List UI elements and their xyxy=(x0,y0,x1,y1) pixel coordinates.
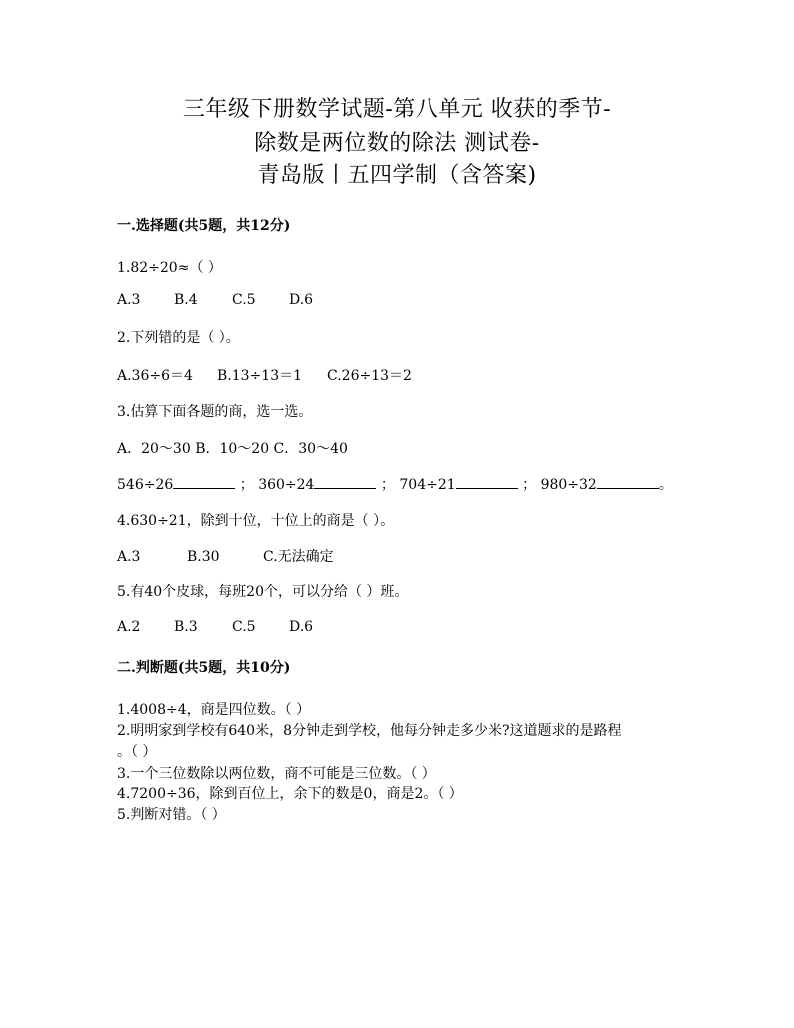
option-d: D.6 xyxy=(289,619,314,635)
separator: ； xyxy=(239,477,254,493)
s1-question-4: 4.630÷21，除到十位，十位上的商是（ ）。 xyxy=(117,513,395,529)
s1-q3-item-4: 980÷32 xyxy=(540,477,597,493)
option-b: B.4 xyxy=(174,292,198,308)
s1-q3-item-1: 546÷26 xyxy=(117,477,174,493)
option-d: D.6 xyxy=(289,292,314,308)
option-c: C.5 xyxy=(232,619,256,635)
option-b: B.30 xyxy=(187,549,220,565)
section-1-heading: 一.选择题(共5题，共12分) xyxy=(117,218,291,234)
title-line-1: 三年级下册数学试题-第八单元 收获的季节- xyxy=(182,97,612,122)
s1-q4-options xyxy=(117,546,334,566)
option-c: C.26÷13＝2 xyxy=(327,368,412,384)
answer-blank-1[interactable] xyxy=(173,474,235,489)
option-c: C.5 xyxy=(232,292,256,308)
option-b: B.13÷13＝1 xyxy=(217,368,303,384)
s2-question-2: 2.明明家到学校有640米，8分钟走到学校，他每分钟走多少米?这道题求的是路程 xyxy=(117,723,622,739)
s1-question-1: 1.82÷20≈（ ） xyxy=(117,260,222,276)
answer-blank-4[interactable] xyxy=(597,474,659,489)
answer-blank-2[interactable] xyxy=(314,474,376,489)
s1-q2-options xyxy=(117,365,412,385)
s2-question-2-cont: 。（ ） xyxy=(117,744,157,760)
option-b: B.3 xyxy=(174,619,198,635)
s1-question-5: 5.有40个皮球，每班20个，可以分给（ ）班。 xyxy=(117,584,409,600)
s2-question-4: 4.7200÷36，除到百位上，余下的数是0，商是2。（ ） xyxy=(117,786,463,802)
title-line-2: 除数是两位数的除法 测试卷- xyxy=(254,131,540,156)
title-line-3: 青岛版丨五四学制（含答案) xyxy=(257,163,537,188)
option-a: A.36÷6＝4 xyxy=(117,368,193,384)
answer-blank-3[interactable] xyxy=(456,474,518,489)
separator: ； xyxy=(380,477,395,493)
s1-question-3: 3.估算下面各题的商，选一选。 xyxy=(117,404,313,420)
s1-q3-blanks xyxy=(117,474,673,494)
option-a: A.3 xyxy=(117,292,141,308)
s1-q3-item-2: 360÷24 xyxy=(258,477,315,493)
s2-question-3: 3.一个三位数除以两位数，商不可能是三位数。（ ） xyxy=(117,766,436,782)
s2-question-5: 5.判断对错。（ ） xyxy=(117,807,226,823)
option-a: A.3 xyxy=(117,549,141,565)
option-c: C.无法确定 xyxy=(263,549,334,565)
period: 。 xyxy=(658,477,673,493)
s1-q3-item-3: 704÷21 xyxy=(399,477,456,493)
separator: ； xyxy=(522,477,537,493)
section-2-heading: 二.判断题(共5题，共10分) xyxy=(117,660,291,676)
option-a: A.2 xyxy=(117,619,141,635)
s1-question-2: 2.下列错的是（ ）。 xyxy=(117,330,240,346)
s1-q5-options xyxy=(117,619,313,635)
s2-question-1: 1.4008÷4，商是四位数。（ ） xyxy=(117,702,311,718)
s1-q1-options xyxy=(117,292,313,308)
s1-q3-options: A．20～30 B．10～20 C．30～40 xyxy=(117,441,348,457)
